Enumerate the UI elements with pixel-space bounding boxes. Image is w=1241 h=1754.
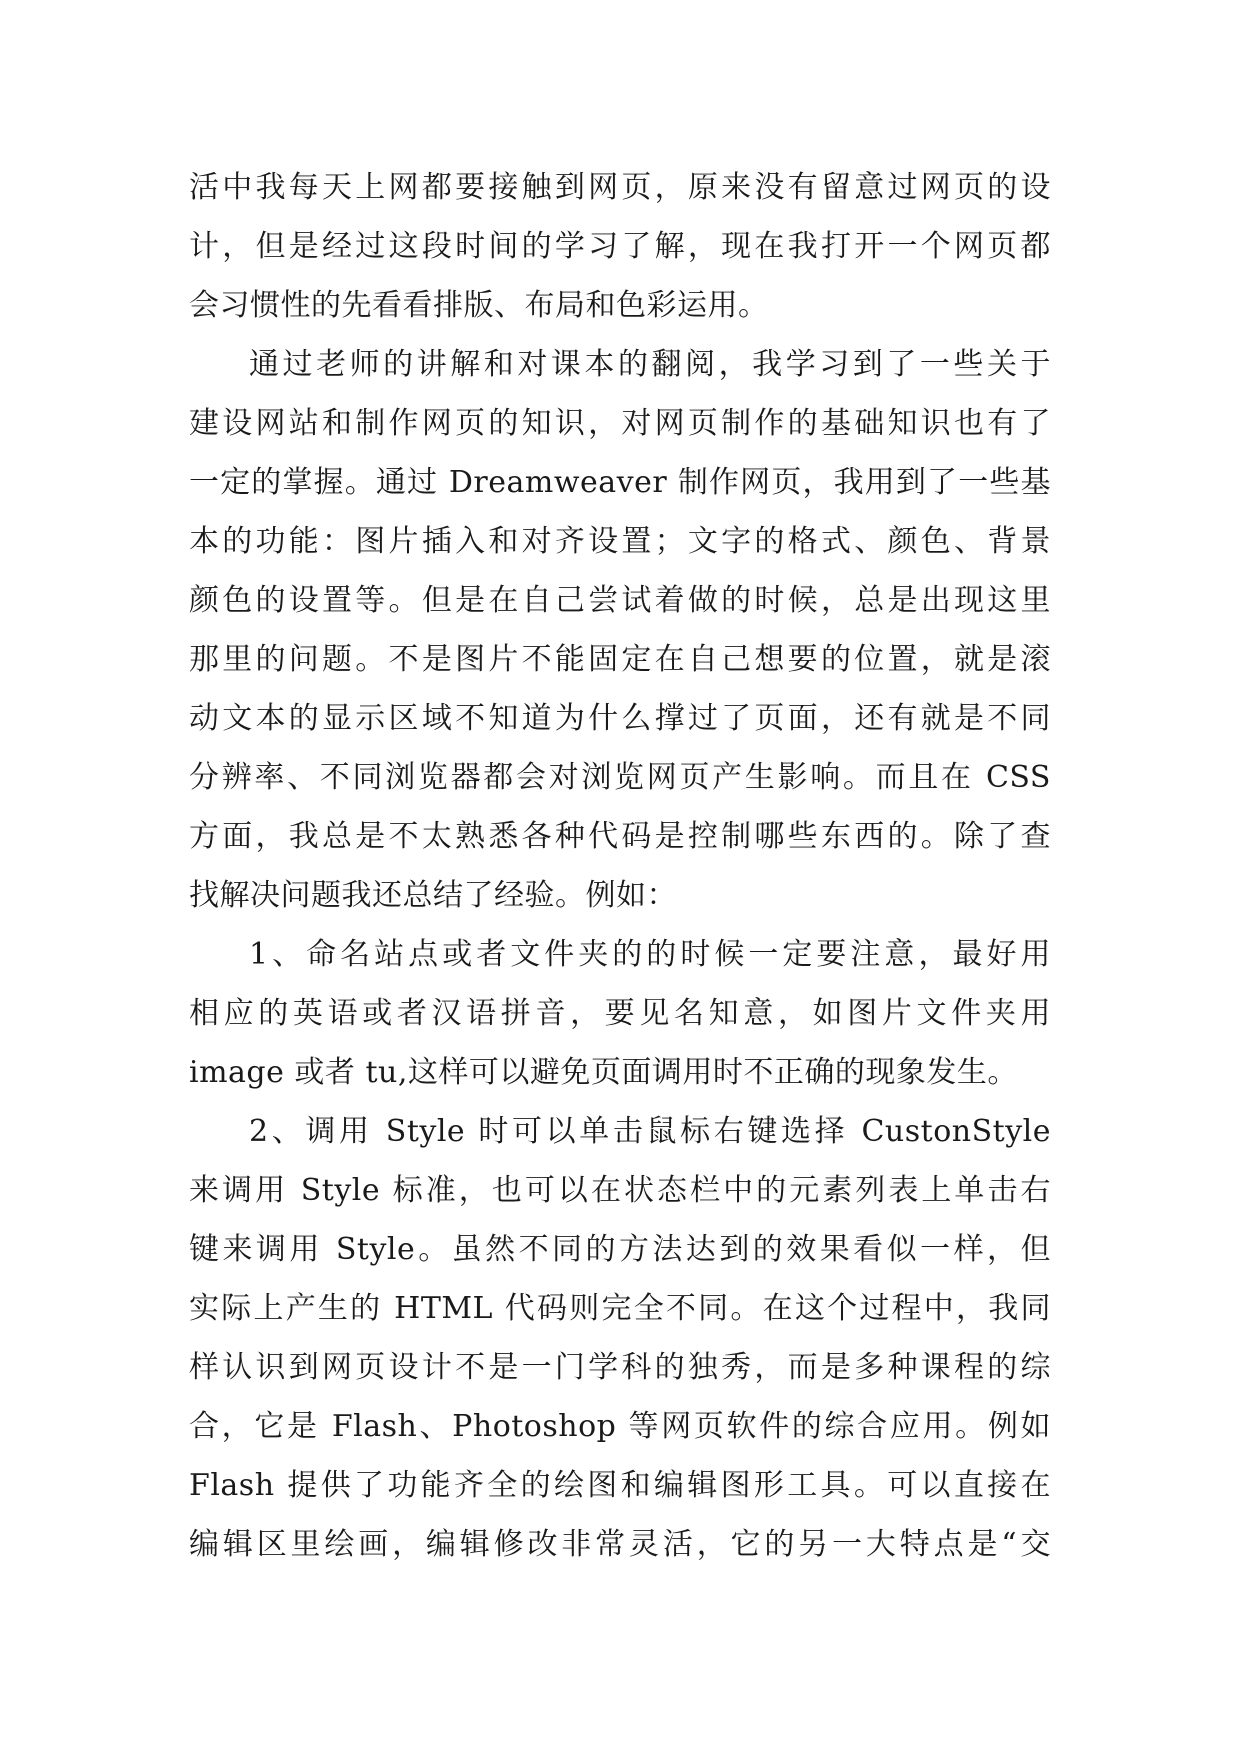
text-line: 计，但是经过这段时间的学习了解，现在我打开一个网页都 <box>189 229 1051 264</box>
text-line: 通过老师的讲解和对课本的翻阅，我学习到了一些关于 <box>249 347 1051 382</box>
text-line: 分辨率、不同浏览器都会对浏览网页产生影响。而且在 CSS <box>189 760 1051 795</box>
text-line: 合，它是 Flash、Photoshop 等网页软件的综合应用。例如 <box>189 1409 1051 1444</box>
text-line: Flash 提供了功能齐全的绘图和编辑图形工具。可以直接在 <box>189 1468 1051 1503</box>
body-text <box>189 158 1051 1574</box>
paragraph-1 <box>189 158 1051 335</box>
text-line: 活中我每天上网都要接触到网页，原来没有留意过网页的设 <box>189 170 1051 205</box>
paragraph-3 <box>189 925 1051 1102</box>
paragraph-4 <box>189 1102 1051 1574</box>
text-line: 一定的掌握。通过 Dreamweaver 制作网页，我用到了一些基 <box>189 465 1051 500</box>
text-line: image 或者 tu,这样可以避免页面调用时不正确的现象发生。 <box>189 1055 1018 1090</box>
text-line: 方面，我总是不太熟悉各种代码是控制哪些东西的。除了查 <box>189 819 1051 854</box>
text-line: 相应的英语或者汉语拼音，要见名知意，如图片文件夹用 <box>189 996 1051 1031</box>
text-line: 键来调用 Style。虽然不同的方法达到的效果看似一样，但 <box>189 1232 1051 1267</box>
text-line: 建设网站和制作网页的知识，对网页制作的基础知识也有了 <box>189 406 1051 441</box>
text-line: 动文本的显示区域不知道为什么撑过了页面，还有就是不同 <box>189 701 1051 736</box>
text-line: 实际上产生的 HTML 代码则完全不同。在这个过程中，我同 <box>189 1291 1051 1326</box>
text-line: 颜色的设置等。但是在自己尝试着做的时候，总是出现这里 <box>189 583 1051 618</box>
text-line: 编辑区里绘画，编辑修改非常灵活，它的另一大特点是“交 <box>189 1527 1051 1562</box>
text-line: 来调用 Style 标准，也可以在状态栏中的元素列表上单击右 <box>189 1173 1051 1208</box>
text-line: 样认识到网页设计不是一门学科的独秀，而是多种课程的综 <box>189 1350 1051 1385</box>
text-line: 1、命名站点或者文件夹的的时候一定要注意，最好用 <box>249 937 1051 972</box>
text-line: 会习惯性的先看看排版、布局和色彩运用。 <box>189 288 769 323</box>
text-line: 那里的问题。不是图片不能固定在自己想要的位置，就是滚 <box>189 642 1051 677</box>
text-line: 找解决问题我还总结了经验。例如： <box>189 878 677 913</box>
text-line: 2、调用 Style 时可以单击鼠标右键选择 CustonStyle <box>249 1114 1051 1149</box>
text-line: 本的功能：图片插入和对齐设置；文字的格式、颜色、背景 <box>189 524 1051 559</box>
paragraph-2 <box>189 335 1051 925</box>
